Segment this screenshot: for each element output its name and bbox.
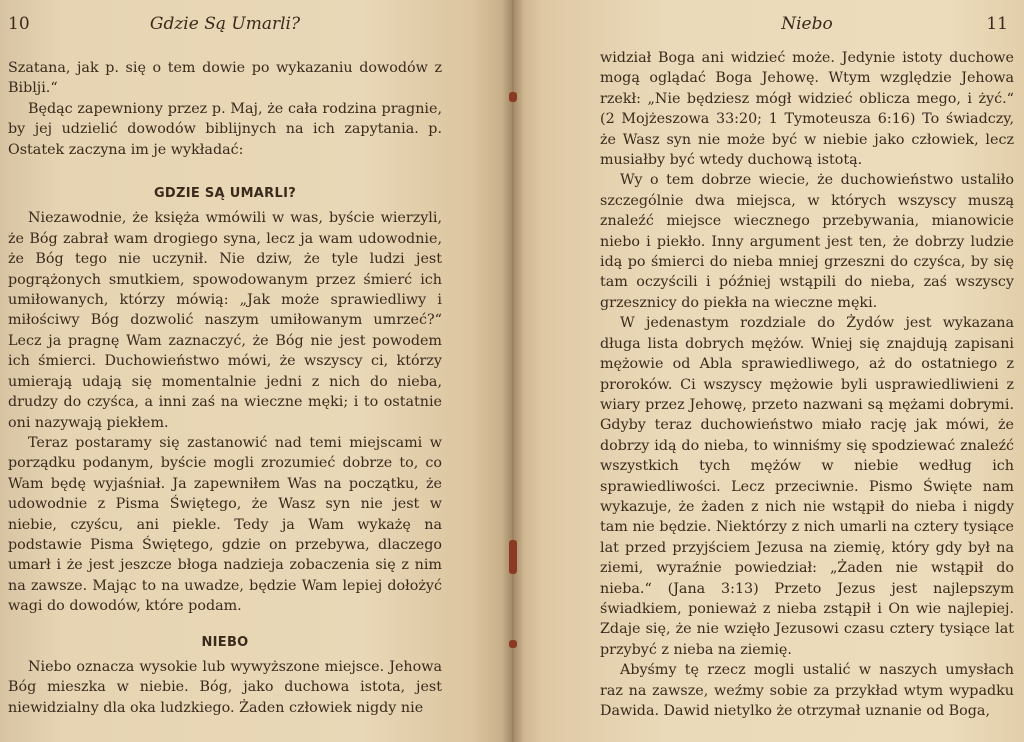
intro-paragraph-1: Szatana, jak p. się o tem dowie po wykazaniu dowodów z Biblji.“ [8,60,442,97]
section1-paragraph-2: Teraz postaramy się zastanowić nad temi miejscami w porządku podanym, byście mogli zrozumieć dobrze to, co Wam będę wyjaśniał. Ja zapewniłem Was na początku, że udowodnie z Pisma Świętego, że Wasz syn nie jest w niebie, czyścu, ani piekle. Tedy ja Wam wykażę na podstawie Pisma Świętego, gdzie on przebywa, dlaczego umarł i że jest jeszcze błoga nadzieja zobaczenia się z nim na zawsze. Mając to na uwadze, będzie Wam lepiej dołożyć wagi do dowodów, które podam. [8,434,442,615]
intro-paragraph-2: Będąc zapewniony przez p. Maj, że cała rodzina pragnie, by jej udzielić dowodów biblijnych na ich zapytania. p. Ostatek zaczyna im je wykładać: [8,100,442,158]
section-heading-where-are-the-dead: GDZIE SĄ UMARLI? [153,186,297,202]
right-paragraph-4: Abyśmy tę rzecz mogli ustalić w naszych umysłach raz na zawsze, weźmy sobie za przykład wtym wypadku Dawida. Dawid nietylko że otrzymał uznanie od Boga, [600,662,1014,719]
left-running-title: Gdzie Są Umarli? [149,14,301,34]
right-page-number: 11 [986,14,1008,34]
left-page-number: 10 [8,14,30,34]
right-paragraph-3: W jedenastym rozdziale do Żydów jest wykazana długa lista dobrych mężów. Wniej się znajdują zapisani mężowie od Abla sprawiedliwego, aż do ostatniego z proroków. Ci wszyscy mężowie byli usprawiedliwieni z wiary przez Jehowę, przeto nazwani są mężami dobrymi. Gdyby teraz duchowieństwo miało rację jak mówi, że dobrzy idą do nieba, to winniśmy się spodziewać znaleźć wszystkich tych mężów w niebie według ich sprawiedliwości. Lecz przeciwnie. Pismo Święte nam wykazuje, że żaden z nich nie wstąpił do nieba i nigdy tam nie będzie. Niektórzy z nich umarli na cztery tysiące lat przed przyjściem Jezusa na ziemię, który gdy był na ziemi, wyraźnie powiedział: „Żaden nie wstąpił do nieba.“ (Jana 3:13) Przeto Jezus jest najlepszym świadkiem, ponieważ z nieba zstąpił i On wie najlepiej. Zdaje się, że nie wzięło Jezusowi czasu cztery tysiące lat przybyć z nieba na ziemię. [600,315,1014,658]
right-page-body [600,48,1014,721]
binding-stitch-bottom [509,640,517,648]
section-heading-heaven: NIEBO [201,634,249,650]
section2-paragraph-1: Niebo oznacza wysokie lub wywyższone miejsce. Jehowa Bóg mieszka w niebie. Bóg, jako duchowa istota, jest niewidzialny dla oka ludzkiego. Żaden człowiek nigdy nie [8,658,442,716]
right-paragraph-1: widział Boga ani widzieć może. Jedynie istoty duchowe mogą oglądać Boga Jehowę. Wtym względzie Jehowa rzekł: „Nie będziesz mógł widzieć oblicza mego, i żyć.“ (2 Mojżeszowa 33:20; 1 Tymoteusza 6:16) To świadczy, że Wasz syn nie może być w niebie jako człowiek, lecz musiałby być wtedy duchową istotą. [600,50,1014,169]
right-paragraph-2: Wy o tem dobrze wiecie, że duchowieństwo ustaliło szczególnie dwa miejsca, w których wszyscy muszą znaleźć miejsce wiecznego przebywania, mianowicie niebo i piekło. Inny argument jest ten, że dobrzy ludzie idą po śmierci do nieba mniej grzeszni do czyśca, by się tam oczyścili i później wstąpili do nieba, zaś wszyscy grzesznicy do piekła na wieczne męki. [600,172,1014,311]
left-page-header [8,14,442,46]
binding-stitch-top [509,92,517,102]
binding-stitch-middle [509,540,517,574]
right-page [512,0,1024,742]
right-page-header [600,14,1014,46]
section1-paragraph-1: Niezawodnie, że księża wmówili w was, byście wierzyli, że Bóg zabrał wam drogiego syna, lecz ja wam udowodnie, że Bóg tego nie uczynił. Nie dziw, że tyle ludzi jest pogrążonych smutkiem, spowodowanym przez śmierć ich umiłowanych, którzy mówią: „Jak może sprawiedliwy i miłościwy Bóg dozwolić naszym umiłowanym umrzeć?“ Lecz ja pragnę Wam zaznaczyć, że Bóg nie jest powodem ich śmierci. Duchowieństwo mówi, że wszyscy ci, którzy umierają udają się momentalnie jedni z nich do nieba, drudzy do czyśca, a inni zaś na wieczne męki; i to ostatnie oni nazywają piekłem. [8,210,442,431]
left-page-body [8,58,442,718]
right-running-title: Niebo [781,14,833,34]
